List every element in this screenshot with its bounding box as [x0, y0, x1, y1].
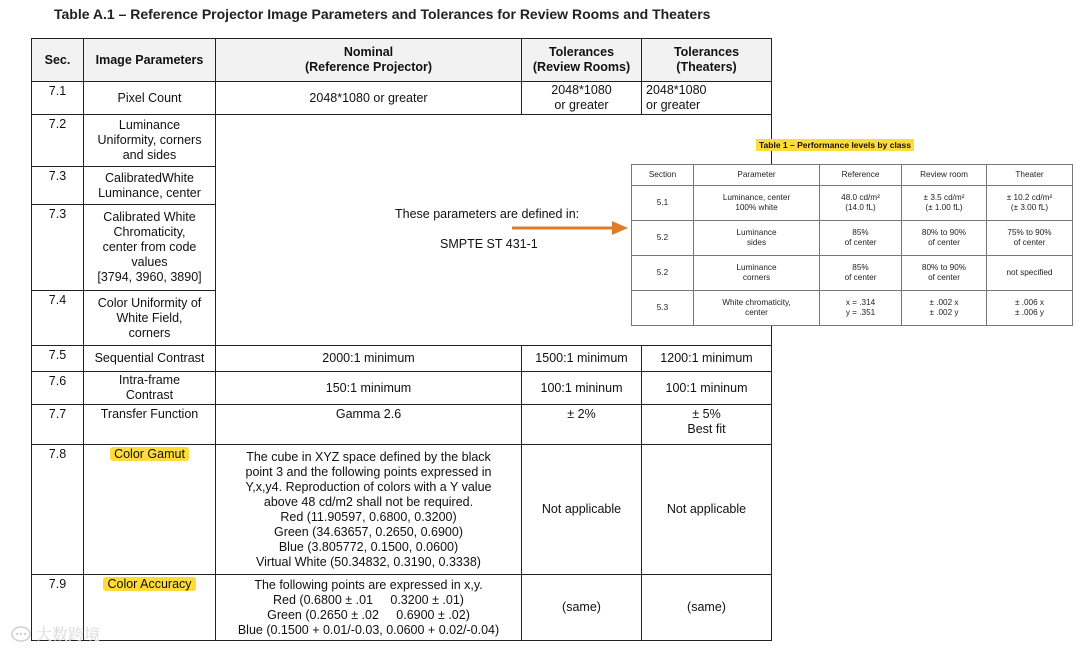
table-title: Table A.1 – Reference Projector Image Parameters and Tolerances for Review Rooms and Theaters	[54, 6, 711, 22]
inset-cell: 5.1	[632, 186, 694, 221]
table-row	[32, 372, 772, 405]
param-cell: Sequential Contrast	[84, 346, 216, 372]
sec-cell: 7.3	[32, 205, 84, 291]
nominal-cell: The following points are expressed in x,y. Red (0.6800 ± .01 0.3200 ± .01) Green (0.2650 ± .02 0.6900 ± .02) Blue (0.1500 + 0.01/-0.03, 0.0600 + 0.02/-0.04)	[216, 575, 522, 641]
inset-cell: Luminance, center 100% white	[694, 186, 820, 221]
param-cell: Color Uniformity of White Field, corners	[84, 291, 216, 346]
review-cell: 1500:1 minimum	[522, 346, 642, 372]
review-cell: 2048*1080 or greater	[522, 82, 642, 115]
review-cell: Not applicable	[522, 445, 642, 575]
header-theater: Tolerances (Theaters)	[642, 39, 772, 82]
inset-header: Section	[632, 165, 694, 186]
inset-cell: Luminance corners	[694, 256, 820, 291]
inset-header: Parameter	[694, 165, 820, 186]
sec-cell: 7.8	[32, 445, 84, 575]
nominal-cell: 2048*1080 or greater	[216, 82, 522, 115]
inset-cell: 5.2	[632, 221, 694, 256]
inset-cell: 5.2	[632, 256, 694, 291]
header-sec: Sec.	[32, 39, 84, 82]
sec-cell: 7.3	[32, 167, 84, 205]
arrow-right-icon	[512, 219, 628, 237]
theater-cell: (same)	[642, 575, 772, 641]
highlight-color-gamut: Color Gamut	[110, 447, 189, 461]
watermark-text: 大数跨境	[36, 627, 101, 644]
inset-cell: x = .314 y = .351	[820, 291, 902, 326]
inset-row	[632, 291, 1073, 326]
inset-header-row	[632, 165, 1073, 186]
inset-cell: 85% of center	[820, 256, 902, 291]
param-cell: Luminance Uniformity, corners and sides	[84, 115, 216, 167]
param-cell: Calibrated White Chromaticity, center from code values [3794, 3960, 3890]	[84, 205, 216, 291]
sec-cell: 7.9	[32, 575, 84, 641]
param-cell: Intra-frame Contrast	[84, 372, 216, 405]
theater-cell: 1200:1 minimum	[642, 346, 772, 372]
table-row	[32, 445, 772, 575]
header-review: Tolerances (Review Rooms)	[522, 39, 642, 82]
inset-cell: ± .002 x ± .002 y	[902, 291, 987, 326]
sec-cell: 7.5	[32, 346, 84, 372]
theater-cell: Not applicable	[642, 445, 772, 575]
header-nominal: Nominal (Reference Projector)	[216, 39, 522, 82]
defined-in-text: These parameters are defined in:	[395, 207, 580, 221]
inset-table	[631, 164, 1073, 326]
param-cell: CalibratedWhite Luminance, center	[84, 167, 216, 205]
sec-cell: 7.4	[32, 291, 84, 346]
inset-header: Theater	[987, 165, 1073, 186]
param-cell: Pixel Count	[84, 82, 216, 115]
review-cell: ± 2%	[522, 405, 642, 445]
inset-row	[632, 256, 1073, 291]
sec-cell: 7.1	[32, 82, 84, 115]
inset-row	[632, 221, 1073, 256]
theater-cell: 100:1 mininum	[642, 372, 772, 405]
review-cell: (same)	[522, 575, 642, 641]
inset-caption: Table 1 – Performance levels by class	[756, 139, 914, 151]
nominal-cell: 2000:1 minimum	[216, 346, 522, 372]
nominal-cell: 150:1 minimum	[216, 372, 522, 405]
chat-bubble-icon	[10, 625, 32, 643]
header-row	[32, 39, 772, 82]
inset-cell: Luminance sides	[694, 221, 820, 256]
table-row	[32, 405, 772, 445]
param-cell	[84, 575, 216, 641]
inset-cell: 75% to 90% of center	[987, 221, 1073, 256]
highlight-color-accuracy: Color Accuracy	[103, 577, 195, 591]
inset-cell: 5.3	[632, 291, 694, 326]
table-row	[32, 346, 772, 372]
inset-cell: 48.0 cd/m² (14.0 fL)	[820, 186, 902, 221]
table-row	[32, 82, 772, 115]
inset-cell: ± .006 x ± .006 y	[987, 291, 1073, 326]
watermark	[10, 622, 100, 645]
standard-reference: SMPTE ST 431-1	[440, 237, 538, 251]
nominal-cell: The cube in XYZ space defined by the black point 3 and the following points expressed in Y,x,y4. Reproduction of colors with a Y value above 48 cd/m2 shall not be required. Red (11.90597, 0.6800, 0.3200) Green (34.63657, 0.2650, 0.6900) Blue (3.805772, 0.1500, 0.0600) Virtual White (50.34832, 0.3190, 0.3338)	[216, 445, 522, 575]
param-cell: Transfer Function	[84, 405, 216, 445]
review-cell: 100:1 mininum	[522, 372, 642, 405]
inset-cell: 80% to 90% of center	[902, 256, 987, 291]
sec-cell: 7.2	[32, 115, 84, 167]
theater-cell: ± 5% Best fit	[642, 405, 772, 445]
inset-row	[632, 186, 1073, 221]
theater-cell: 2048*1080 or greater	[642, 82, 772, 115]
table-row	[32, 575, 772, 641]
sec-cell: 7.6	[32, 372, 84, 405]
header-param: Image Parameters	[84, 39, 216, 82]
sec-cell: 7.7	[32, 405, 84, 445]
inset-cell: White chromaticity, center	[694, 291, 820, 326]
inset-cell: ± 10.2 cd/m² (± 3.00 fL)	[987, 186, 1073, 221]
inset-cell: 80% to 90% of center	[902, 221, 987, 256]
inset-cell: 85% of center	[820, 221, 902, 256]
inset-cell: not specified	[987, 256, 1073, 291]
table-row	[32, 115, 772, 167]
inset-cell: ± 3.5 cd/m² (± 1.00 fL)	[902, 186, 987, 221]
nominal-cell: Gamma 2.6	[216, 405, 522, 445]
inset-header: Reference	[820, 165, 902, 186]
inset-header: Review room	[902, 165, 987, 186]
main-table	[31, 38, 772, 641]
param-cell	[84, 445, 216, 575]
